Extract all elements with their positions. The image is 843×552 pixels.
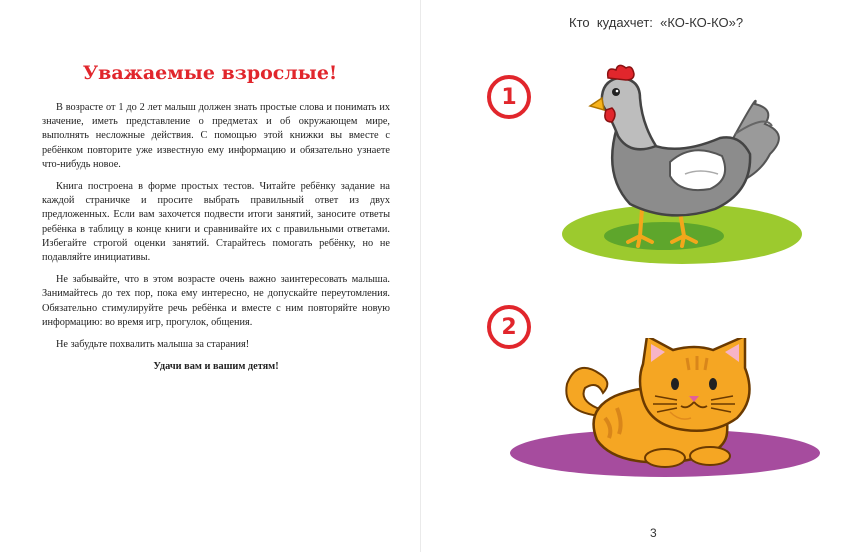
option-number: 1 — [501, 84, 517, 110]
intro-paragraph: Не забудьте похвалить малыша за старания! — [56, 339, 250, 351]
option-number: 2 — [501, 314, 517, 340]
left-page — [0, 0, 421, 552]
intro-text — [42, 101, 390, 382]
hen-illustration[interactable] — [560, 64, 820, 279]
intro-paragraph: В возрасте от 1 до 2 лет малыш должен знать простые слова и понимать их значение, иметь представление о предметах и об окружающем мире, выполнять несложные действия. С помощью этой книжки вы вместе с ребёнком повторите уже известную ему информацию и обязательно узнаете что-нибудь новое. — [42, 102, 390, 170]
intro-paragraph: Не забывайте, что в этом возрасте очень важно заинтересовать малыша. Занимайтесь до тех пор, пока ему интересно, не допускайте переутомления. Обязательно стимулируйте речь ребёнка и вместе с ним повторяйте новую информацию: во время игр, прогулок, общения. — [42, 274, 390, 328]
page-title: Уважаемые взрослые! — [82, 62, 338, 84]
intro-paragraph: Книга построена в форме простых тестов. Читайте ребёнку задание на каждой страничке и просите выбрать правильный ответ из двух предложенных. Если вам захочется подвести итоги занятий, заносите ответы ребёнка в таблицу в конце книги и сравнивайте их с правильными ответами. Избегайте строгой оценки занятий. Старайтесь помогать ребёнку, но не подавляйте инициативы. — [42, 181, 390, 264]
closing-line: Удачи вам и вашим детям! — [153, 361, 279, 373]
option-number-badge — [487, 75, 531, 119]
cat-illustration[interactable] — [505, 338, 825, 478]
question-text: Кто кудахчет: «КО-КО-КО»? — [569, 15, 744, 30]
page-number: 3 — [650, 526, 657, 540]
